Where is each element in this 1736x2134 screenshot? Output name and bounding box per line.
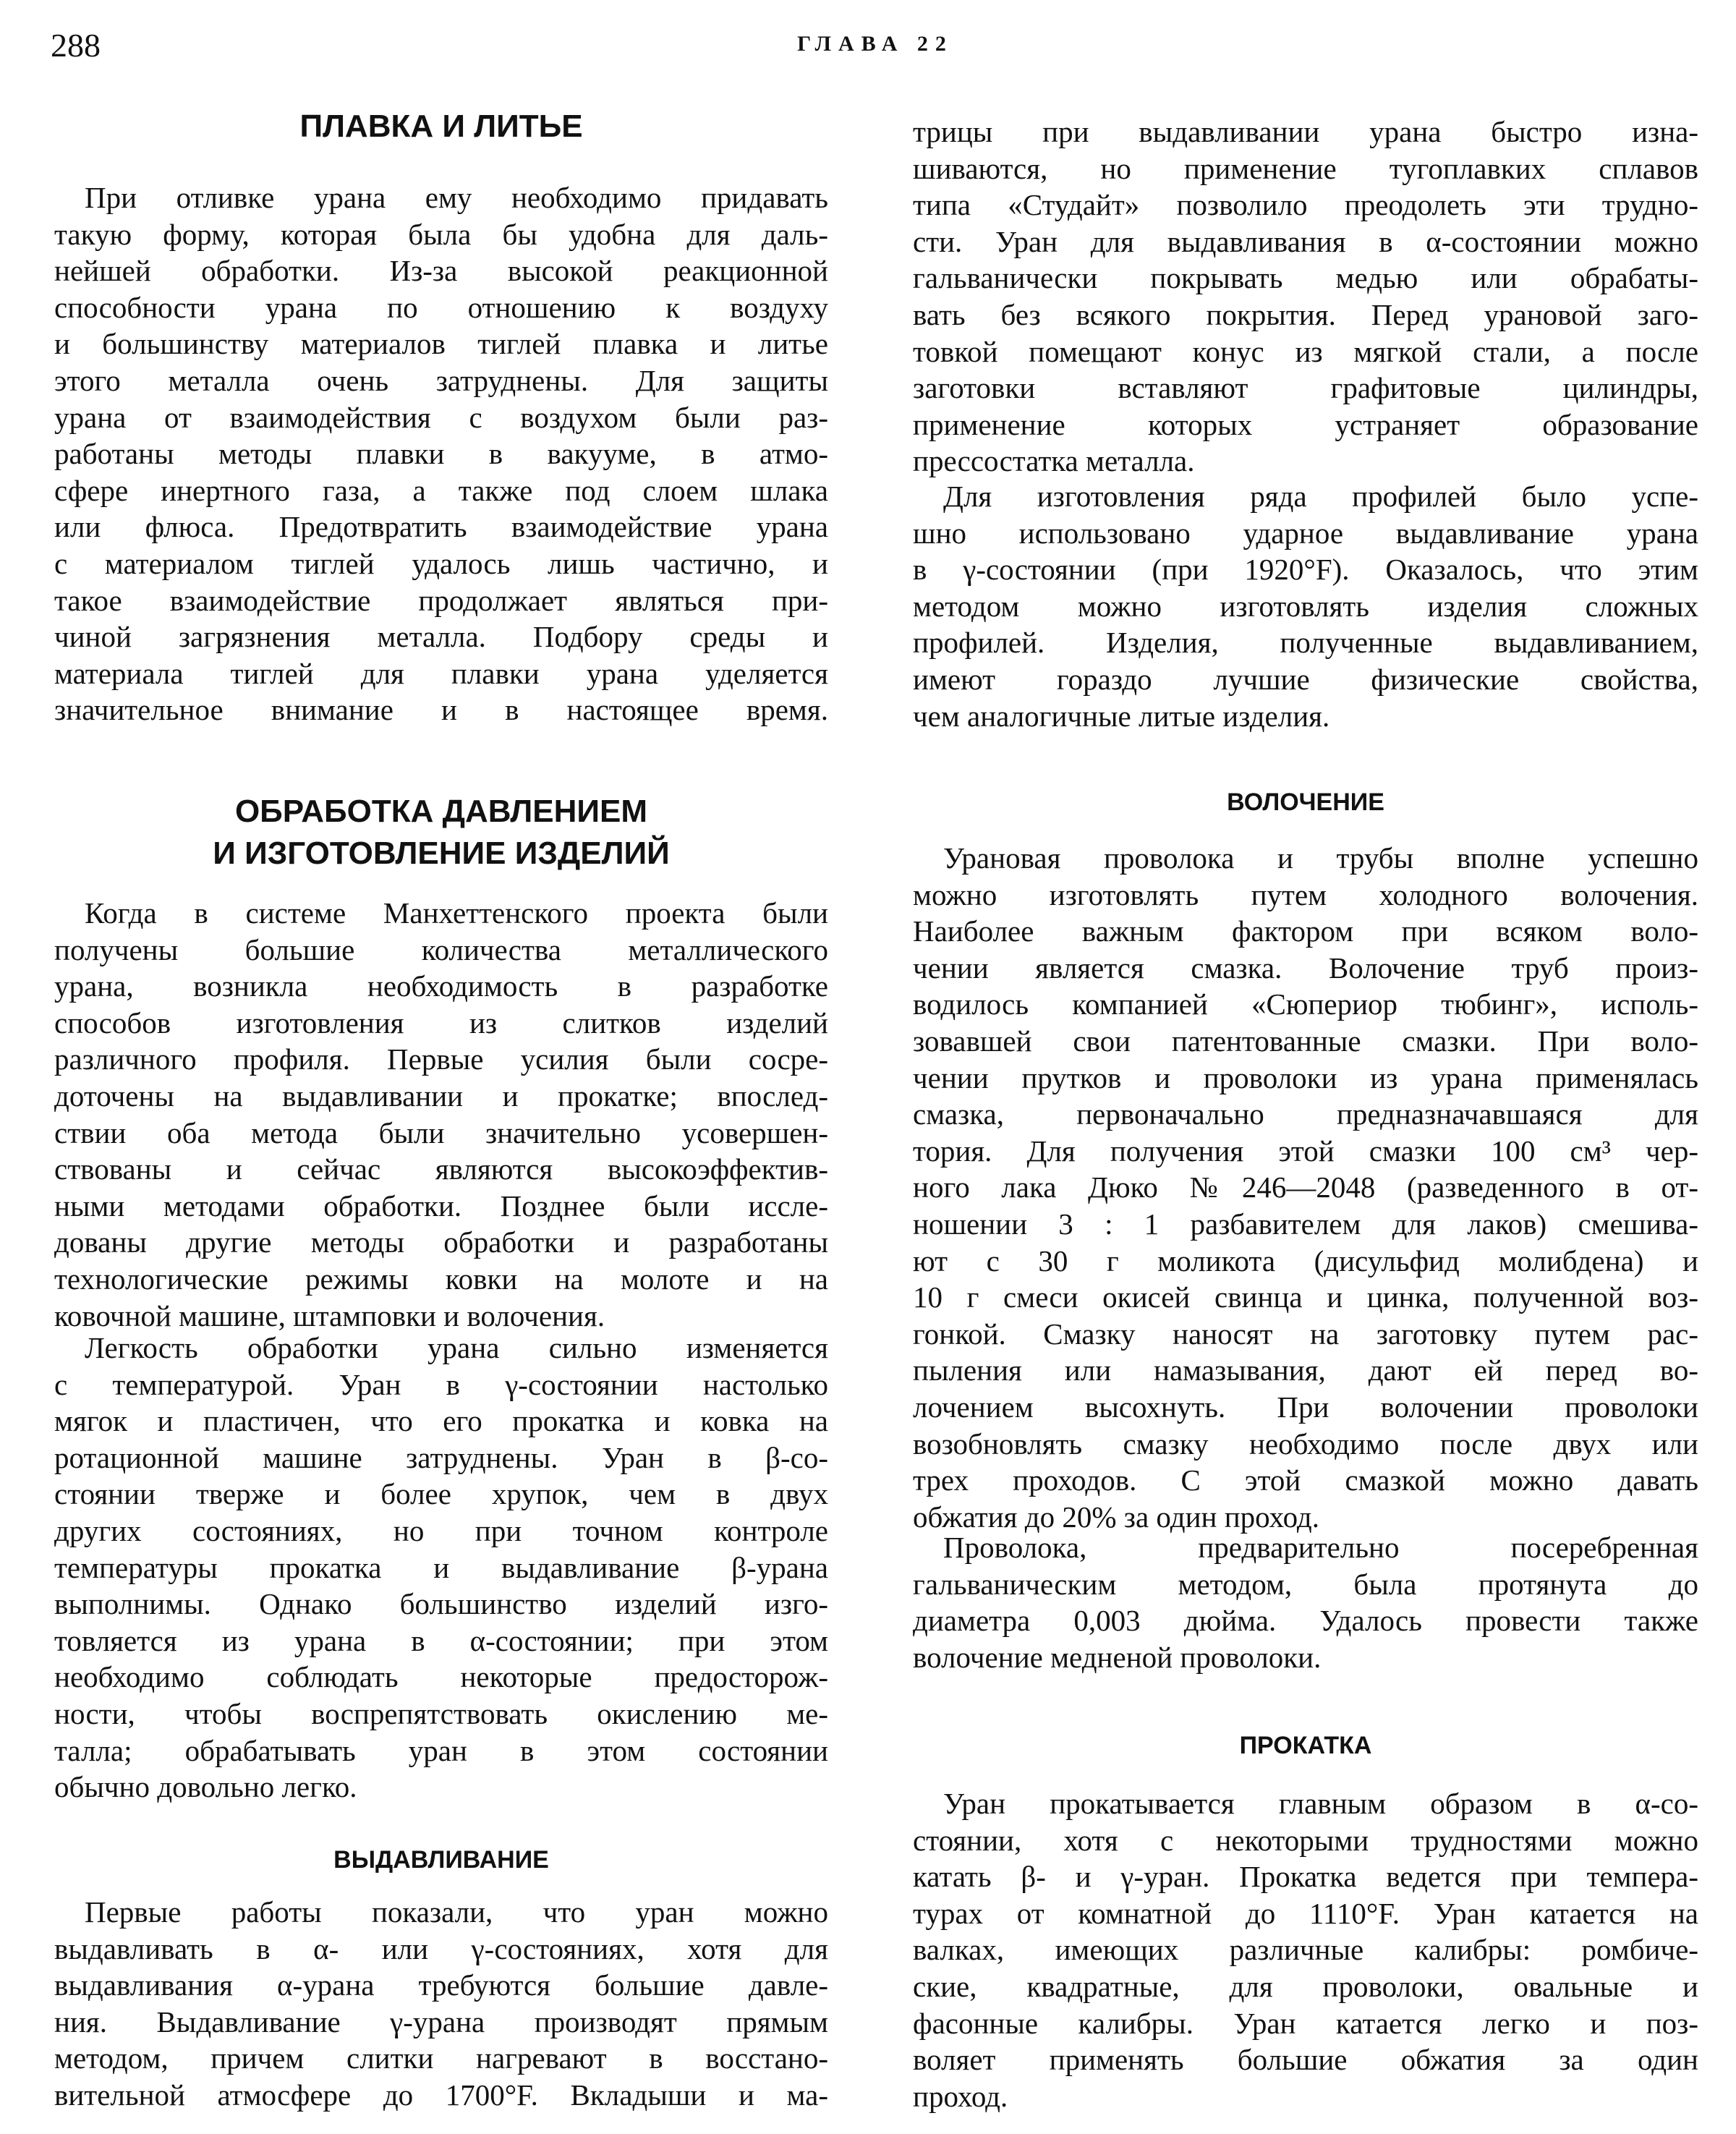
text-line: водилось компанией «Сюпериор тюбинг», исполь- — [913, 987, 1698, 1021]
text-line: ют с 30 г моликота (дисульфид молибдена) и — [913, 1244, 1698, 1278]
text-line: воляет применять большие обжатия за один — [913, 2043, 1698, 2077]
text-line: чении является смазка. Волочение труб произ- — [913, 951, 1698, 985]
text-line: смазка, первоначально предназначавшаяся для — [913, 1097, 1698, 1131]
text-line: турах от комнатной до 1110°F. Уран катается на — [913, 1896, 1698, 1930]
text-line: прессостатка металла. — [913, 444, 1195, 478]
text-line: ствованы и сейчас являются высокоэффектив- — [54, 1152, 828, 1186]
text-line: ния. Выдавливание γ-урана производят прямым — [54, 2005, 828, 2039]
heading-melting-casting: ПЛАВКА И ЛИТЬЕ — [299, 109, 583, 144]
text-line: в γ-состоянии (при 1920°F). Оказалось, что этим — [913, 553, 1698, 587]
text-line: проход. — [913, 2079, 1008, 2113]
text-line: фасонные калибры. Уран катается легко и поз- — [913, 2006, 1698, 2040]
text-line: ного лака Дюко №246—2048 (разведенного в от- — [913, 1170, 1698, 1204]
text-line: этого металла очень затруднены. Для защиты — [54, 363, 828, 397]
text-line: валках, имеющих различные калибры: ромбиче- — [913, 1933, 1698, 1967]
heading-extrusion: ВЫДАВЛИВАНИЕ — [333, 1846, 549, 1874]
text-line: дованы другие методы обработки и разработаны — [54, 1225, 828, 1259]
paragraph-drawing-1 — [913, 840, 1698, 1535]
text-line: чиной загрязнения металла. Подбору среды и — [54, 620, 828, 654]
paragraph-extrusion-continued — [913, 114, 1698, 480]
text-line: трех проходов. С этой смазкой можно давать — [913, 1463, 1698, 1497]
text-line: с материалом тиглей удалось лишь частично, и — [54, 546, 828, 580]
paragraph-melting — [54, 179, 828, 728]
text-line: 10 г смеси окисей свинца и цинка, полученной воз- — [913, 1280, 1698, 1314]
text-line: и большинству материалов тиглей плавка и литье — [54, 327, 828, 361]
text-line: Уран прокатывается главным образом в α-со- — [943, 1787, 1698, 1820]
text-line: волочение медненой проволоки. — [913, 1640, 1322, 1674]
text-line: стоянии, хотя с некоторыми трудностями можно — [913, 1823, 1698, 1857]
text-line: необходимо соблюдать некоторые предосторож- — [54, 1660, 828, 1694]
text-line: типа «Студайт» позволило преодолеть эти трудно- — [913, 188, 1698, 222]
text-line: ными методами обработки. Позднее были иссле- — [54, 1189, 828, 1223]
text-line: товкой помещают конус из мягкой стали, а после — [913, 334, 1698, 368]
text-line: методом можно изготовлять изделия сложных — [913, 589, 1698, 623]
running-title: ГЛАВА 22 — [797, 32, 953, 56]
text-line: других состояниях, но при точном контроле — [54, 1513, 828, 1547]
text-line: Для изготовления ряда профилей было успе- — [943, 480, 1698, 513]
text-line: выдавливать в α- или γ-состояниях, хотя для — [54, 1931, 828, 1965]
text-line: мягок и пластичен, что его прокатка и ковка на — [54, 1404, 828, 1438]
text-line: профилей. Изделия, полученные выдавливанием, — [913, 626, 1698, 660]
paragraph-forming-2 — [54, 1330, 828, 1806]
text-line: обжатия до 20% за один проход. — [913, 1500, 1320, 1534]
text-line: Легкость обработки урана сильно изменяется — [85, 1331, 828, 1364]
text-line: Наиболее важным фактором при всяком воло- — [913, 914, 1698, 948]
paragraph-rolling — [913, 1785, 1698, 2114]
text-line: урана, возникла необходимость в разработке — [54, 969, 828, 1003]
text-line: Урановая проволока и трубы вполне успешно — [943, 841, 1698, 875]
text-line: вительной атмосфере до 1700°F. Вкладыши и ма- — [54, 2078, 828, 2112]
paragraph-impact-extrusion — [913, 478, 1698, 734]
text-line: тория. Для получения этой смазки 100 см³ чер- — [913, 1134, 1698, 1168]
text-line: можно изготовлять путем холодного волочения. — [913, 877, 1698, 911]
text-line: нейшей обработки. Из-за высокой реакционной — [54, 254, 828, 288]
text-line: ношении 3 : 1 разбавителем для лаков) смешива- — [913, 1207, 1698, 1241]
text-line: зовавшей свои патентованные смазки. При воло- — [913, 1024, 1698, 1058]
text-line: технологические режимы ковки на молоте и на — [54, 1262, 828, 1296]
text-line: сти. Уран для выдавливания в α-состоянии можно — [913, 224, 1698, 258]
text-line: гальванически покрывать медью или обрабаты- — [913, 261, 1698, 295]
text-line: Когда в системе Манхеттенского проекта были — [85, 896, 828, 930]
text-line: ковочной машине, штамповки и волочения. — [54, 1298, 605, 1332]
heading-rolling: ПРОКАТКА — [1239, 1732, 1372, 1759]
text-line: гонкой. Смазку наносят на заготовку путем рас- — [913, 1317, 1698, 1351]
text-line: При отливке урана ему необходимо придавать — [85, 181, 828, 214]
text-line: чем аналогичные литые изделия. — [913, 699, 1330, 733]
text-line: чении прутков и проволоки из урана применялась — [913, 1060, 1698, 1094]
heading-forming-line-2: И ИЗГОТОВЛЕНИЕ ИЗДЕЛИЙ — [213, 836, 670, 871]
text-line: имеют гораздо лучшие физические свойства, — [913, 662, 1698, 696]
text-line: возобновлять смазку необходимо после двух или — [913, 1427, 1698, 1461]
text-line: доточены на выдавливании и прокатке; впослед- — [54, 1079, 828, 1113]
text-line: заготовки вставляют графитовые цилиндры, — [913, 371, 1698, 405]
text-line: трицы при выдавливании урана быстро изна- — [913, 115, 1698, 148]
text-line: получены большие количества металлического — [54, 932, 828, 966]
text-line: Проволока, предварительно посеребренная — [943, 1531, 1698, 1564]
text-line: лочением высохнуть. При волочении проволоки — [913, 1390, 1698, 1424]
text-line: гальваническим методом, была протянута до — [913, 1567, 1698, 1601]
text-line: ности, чтобы воспрепятствовать окислению ме- — [54, 1696, 828, 1730]
text-line: вать без всякого покрытия. Перед урановой заго- — [913, 297, 1698, 331]
text-line: товляется из урана в α-состоянии; при этом — [54, 1623, 828, 1657]
heading-forming-line-1: ОБРАБОТКА ДАВЛЕНИЕМ — [234, 794, 648, 829]
paragraph-extrusion — [54, 1894, 828, 2114]
text-line: материала тиглей для плавки урана уделяется — [54, 656, 828, 690]
text-line: такое взаимодействие продолжает являться при- — [54, 583, 828, 617]
text-line: талла; обрабатывать уран в этом состоянии — [54, 1733, 828, 1767]
text-line: с температурой. Уран в γ-состоянии настолько — [54, 1367, 828, 1401]
text-line: ские, квадратные, для проволоки, овальные и — [913, 1969, 1698, 2003]
text-line: методом, причем слитки нагревают в восстано- — [54, 2041, 828, 2075]
heading-drawing: ВОЛОЧЕНИЕ — [1227, 788, 1384, 816]
text-line: способов изготовления из слитков изделий — [54, 1006, 828, 1040]
heading-forming — [54, 791, 828, 875]
paragraph-forming-1 — [54, 895, 828, 1334]
text-line: Первые работы показали, что уран можно — [85, 1895, 828, 1929]
text-line: диаметра 0,003 дюйма. Удалось провести также — [913, 1604, 1698, 1638]
text-line: шно использовано ударное выдавливание урана — [913, 516, 1698, 550]
text-line: способности урана по отношению к воздуху — [54, 290, 828, 324]
text-line: урана от взаимодействия с воздухом были раз- — [54, 400, 828, 434]
text-line: стоянии тверже и более хрупок, чем в двух — [54, 1477, 828, 1511]
text-line: работаны методы плавки в вакууме, в атмо- — [54, 437, 828, 471]
text-line: выполнимы. Однако большинство изделий изго- — [54, 1587, 828, 1621]
text-line: или флюса. Предотвратить взаимодействие урана — [54, 510, 828, 544]
text-line: применение которых устраняет образование — [913, 407, 1698, 441]
text-line: различного профиля. Первые усилия были сосре- — [54, 1042, 828, 1076]
text-line: такую форму, которая была бы удобна для даль- — [54, 217, 828, 251]
text-line: сфере инертного газа, а также под слоем шлака — [54, 473, 828, 507]
text-line: катать β- и γ-уран. Прокатка ведется при темпера- — [913, 1860, 1698, 1894]
text-line: температуры прокатка и выдавливание β-урана — [54, 1550, 828, 1584]
text-line: ствии оба метода были значительно усовершен- — [54, 1115, 828, 1149]
text-line: шиваются, но применение тугоплавких сплавов — [913, 151, 1698, 185]
page-number: 288 — [51, 27, 101, 64]
paragraph-drawing-2 — [913, 1529, 1698, 1675]
text-line: значительное внимание и в настоящее время. — [54, 693, 828, 727]
text-line: обычно довольно легко. — [54, 1770, 357, 1804]
text-line: ротационной машине затруднены. Уран в β-со- — [54, 1440, 828, 1474]
text-line: пыления или намазывания, дают ей перед во- — [913, 1353, 1698, 1387]
text-line: выдавливания α-урана требуются большие давле- — [54, 1968, 828, 2002]
